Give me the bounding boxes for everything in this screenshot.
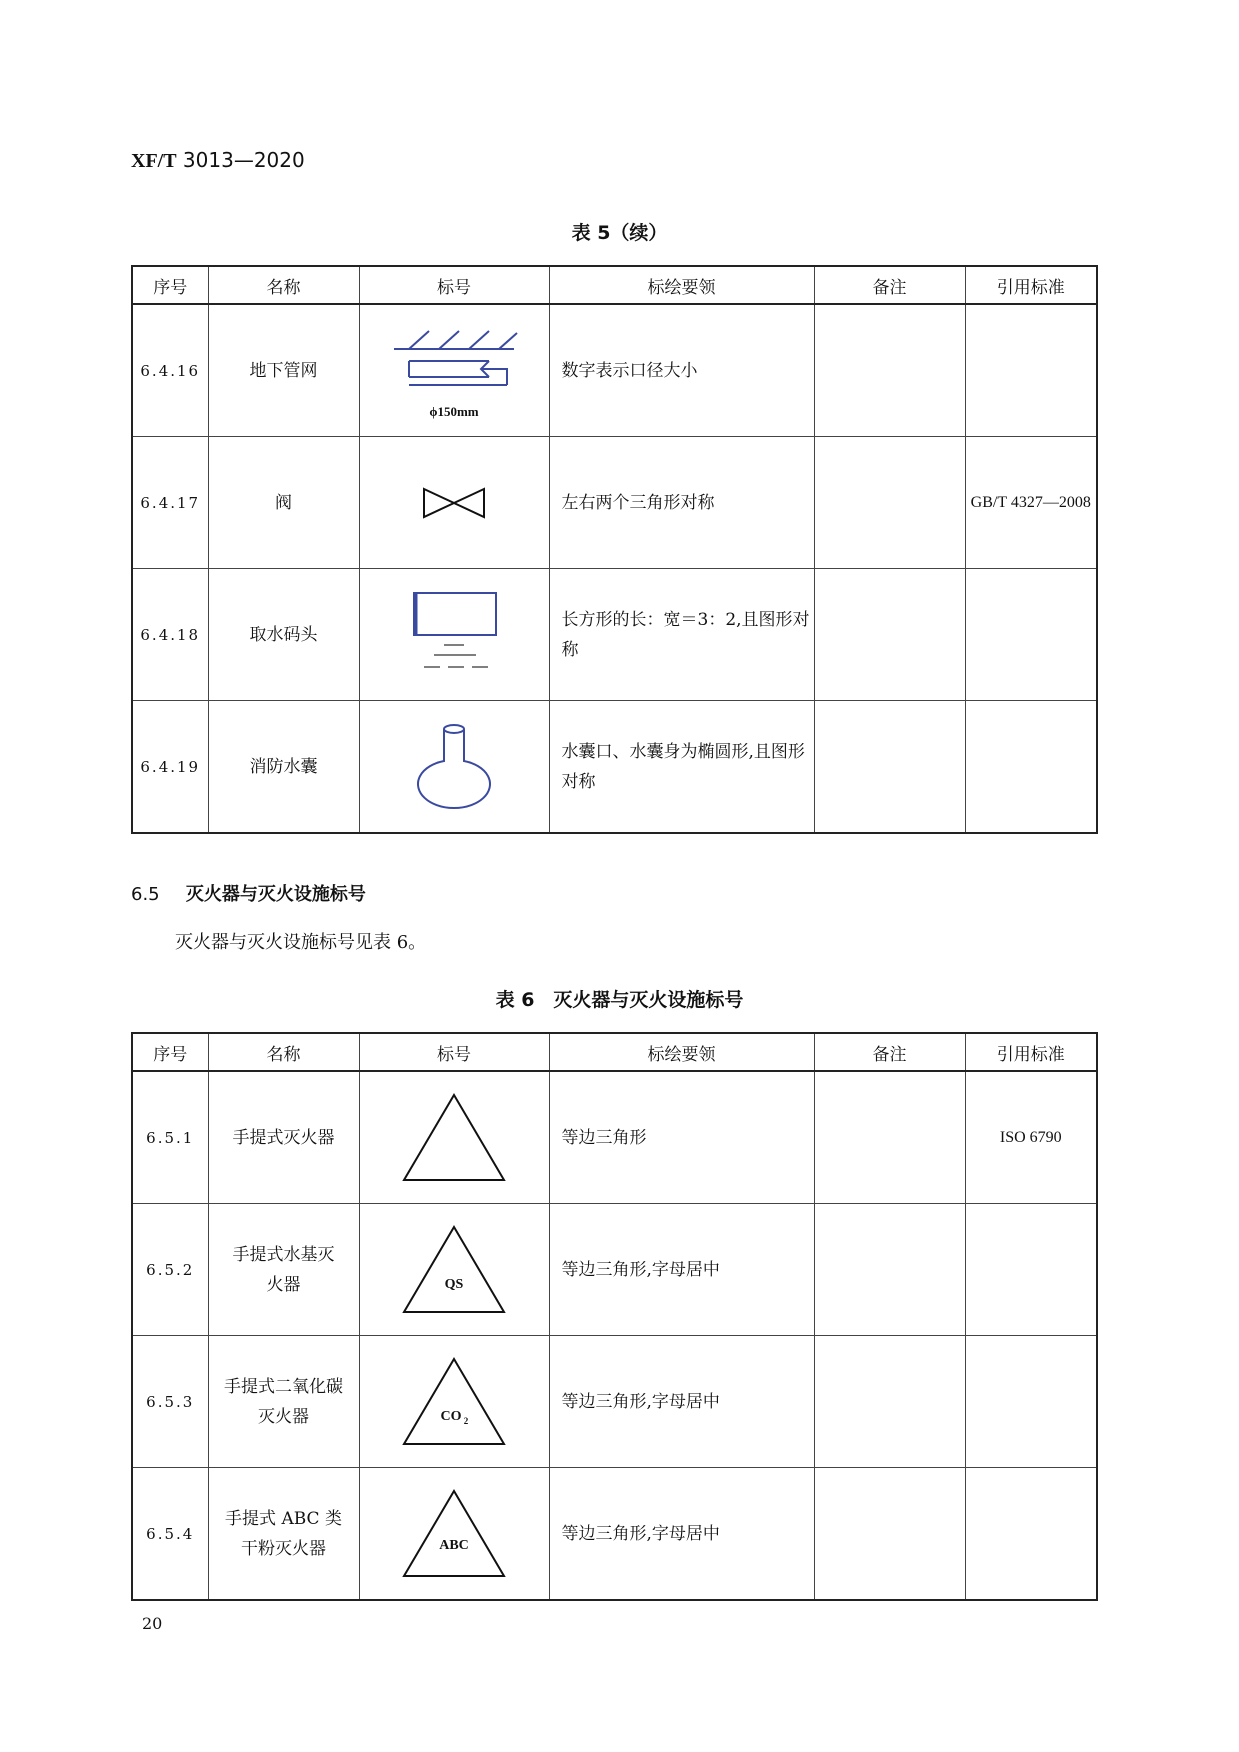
water-based-extinguisher-icon: [399, 1222, 509, 1317]
page-number: 20: [142, 1614, 163, 1633]
row-number: 6.5.2: [132, 1204, 208, 1336]
row-note: [814, 569, 965, 701]
table5: [131, 265, 1098, 834]
table6-caption: 表 6 灭火器与灭火设施标号: [495, 989, 744, 1011]
row-reference: ISO 6790: [965, 1071, 1097, 1204]
row-description: 长方形的长：宽＝3：2,且图形对称: [549, 569, 814, 701]
underground-pipe-network-icon: [389, 321, 519, 421]
row-note: [814, 437, 965, 569]
standard-prefix: XF/T: [131, 150, 177, 172]
symbol-letters: ABC: [439, 1538, 469, 1553]
row-name: 取水码头: [208, 569, 359, 701]
valve-icon: [414, 483, 494, 523]
pipe-diameter-label: ϕ150mm: [429, 403, 479, 419]
table-row: [132, 1468, 1097, 1601]
col-header: 备注: [814, 1033, 965, 1071]
row-name: 手提式水基灭火器: [208, 1204, 359, 1336]
table-row: [132, 701, 1097, 834]
table-row: [132, 304, 1097, 437]
col-header: 名称: [208, 266, 359, 304]
symbol-cell: [359, 1468, 549, 1601]
row-name: 手提式二氧化碳灭火器: [208, 1336, 359, 1468]
col-header: 序号: [132, 1033, 208, 1071]
row-reference: [965, 1204, 1097, 1336]
row-description: 等边三角形: [549, 1071, 814, 1204]
col-header: 备注: [814, 266, 965, 304]
col-header: 标号: [359, 1033, 549, 1071]
row-number: 6.4.19: [132, 701, 208, 834]
row-number: 6.4.17: [132, 437, 208, 569]
row-note: [814, 1071, 965, 1204]
row-description: 等边三角形,字母居中: [549, 1468, 814, 1601]
table-row: [132, 1204, 1097, 1336]
co2-extinguisher-icon: [399, 1354, 509, 1449]
col-header: 引用标准: [965, 1033, 1097, 1071]
row-description: 等边三角形,字母居中: [549, 1204, 814, 1336]
row-name: 地下管网: [208, 304, 359, 437]
table5-header-row: [132, 266, 1097, 304]
row-reference: GB/T 4327—2008: [965, 437, 1097, 569]
fire-water-bladder-icon: [409, 717, 499, 817]
row-reference: [965, 701, 1097, 834]
row-note: [814, 1204, 965, 1336]
row-description: 等边三角形,字母居中: [549, 1336, 814, 1468]
col-header: 标号: [359, 266, 549, 304]
table6-header-row: [132, 1033, 1097, 1071]
row-number: 6.4.16: [132, 304, 208, 437]
abc-powder-extinguisher-icon: [399, 1486, 509, 1581]
table-row: [132, 437, 1097, 569]
row-reference: [965, 1468, 1097, 1601]
symbol-letters: QS: [444, 1277, 464, 1292]
row-name: 消防水囊: [208, 701, 359, 834]
symbol-cell: [359, 701, 549, 834]
section-heading: [131, 880, 366, 906]
row-note: [814, 304, 965, 437]
col-header: 名称: [208, 1033, 359, 1071]
symbol-cell: [359, 569, 549, 701]
symbol-cell: [359, 1204, 549, 1336]
row-name: 阀: [208, 437, 359, 569]
section-title: 灭火器与灭火设施标号: [185, 884, 366, 905]
row-note: [814, 1468, 965, 1601]
col-header: 标绘要领: [549, 1033, 814, 1071]
paragraph: 灭火器与灭火设施标号见表 6。: [175, 932, 427, 953]
col-header: 序号: [132, 266, 208, 304]
section-number: 6.5: [131, 884, 160, 905]
table5-caption: 表 5（续）: [571, 222, 668, 244]
row-name: 手提式灭火器: [208, 1071, 359, 1204]
table-row: [132, 1071, 1097, 1204]
row-description: 水囊口、水囊身为椭圆形,且图形对称: [549, 701, 814, 834]
symbol-letters: CO: [440, 1409, 462, 1424]
table6: [131, 1032, 1098, 1601]
row-number: 6.4.18: [132, 569, 208, 701]
standard-number: 3013—2020: [182, 148, 305, 172]
row-number: 6.5.1: [132, 1071, 208, 1204]
col-header: 标绘要领: [549, 266, 814, 304]
water-intake-dock-icon: [404, 585, 504, 685]
row-number: 6.5.3: [132, 1336, 208, 1468]
fire-extinguisher-triangle-icon: [399, 1090, 509, 1185]
symbol-cell: [359, 1071, 549, 1204]
row-reference: [965, 1336, 1097, 1468]
row-note: [814, 701, 965, 834]
row-reference: [965, 569, 1097, 701]
table-row: [132, 1336, 1097, 1468]
document-header: [131, 148, 305, 173]
row-name: 手提式 ABC 类干粉灭火器: [208, 1468, 359, 1601]
col-header: 引用标准: [965, 266, 1097, 304]
row-description: 左右两个三角形对称: [549, 437, 814, 569]
row-description: 数字表示口径大小: [549, 304, 814, 437]
row-number: 6.5.4: [132, 1468, 208, 1601]
table-row: [132, 569, 1097, 701]
symbol-cell: [359, 437, 549, 569]
symbol-subscript: 2: [463, 1416, 469, 1426]
symbol-cell: [359, 304, 549, 437]
row-reference: [965, 304, 1097, 437]
row-note: [814, 1336, 965, 1468]
symbol-cell: [359, 1336, 549, 1468]
